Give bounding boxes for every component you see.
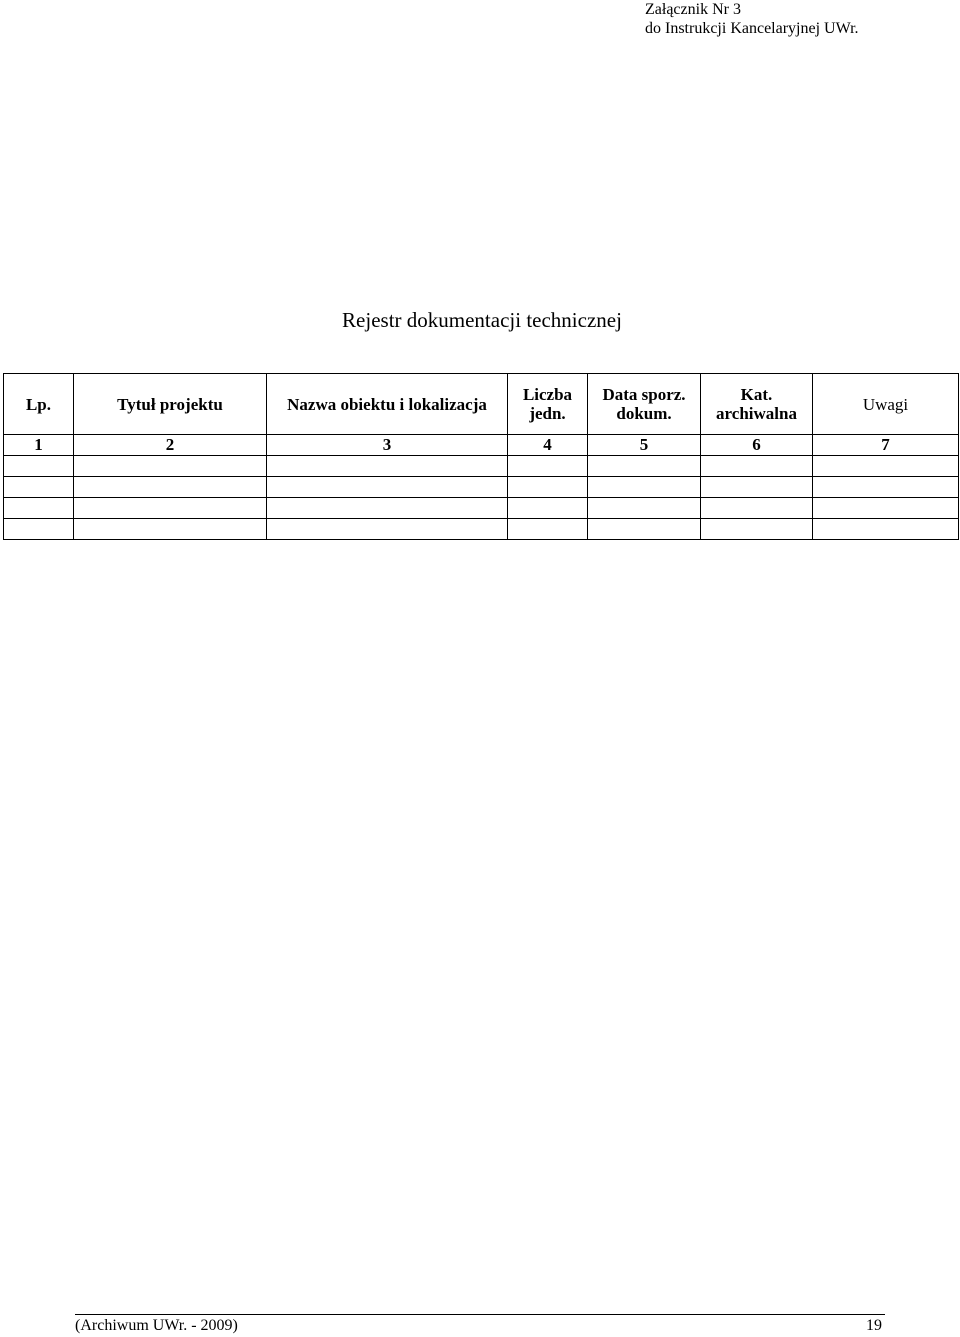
- attachment-note: [645, 0, 859, 38]
- table-cell: [701, 456, 813, 477]
- column-header-remarks: Uwagi: [813, 374, 959, 435]
- table-cell: [508, 519, 588, 540]
- document-title-text: Rejestr dokumentacji technicznej: [342, 308, 622, 332]
- table-cell: [508, 456, 588, 477]
- table-row: [4, 477, 959, 498]
- register-table: [3, 373, 959, 540]
- table-cell: [267, 477, 508, 498]
- document-title: [0, 306, 960, 334]
- table-cell: [4, 498, 74, 519]
- table-cell: [4, 477, 74, 498]
- table-cell: [588, 456, 701, 477]
- table-cell: [508, 498, 588, 519]
- column-number: 5: [588, 435, 701, 456]
- column-header-title: Tytuł projektu: [74, 374, 267, 435]
- table-cell: [74, 456, 267, 477]
- table-cell: [4, 456, 74, 477]
- table-cell: [267, 456, 508, 477]
- column-number: 4: [508, 435, 588, 456]
- table-row: [4, 456, 959, 477]
- table-cell: [813, 498, 959, 519]
- table-cell: [267, 498, 508, 519]
- table-cell: [813, 519, 959, 540]
- table-header-row: [4, 374, 959, 435]
- table-cell: [588, 519, 701, 540]
- table-cell: [813, 456, 959, 477]
- table-row: [4, 519, 959, 540]
- page-number: 19: [866, 1317, 882, 1334]
- column-number: 2: [74, 435, 267, 456]
- table-cell: [701, 519, 813, 540]
- column-header-units: Liczba jedn.: [508, 374, 588, 435]
- column-header-date: Data sporz. dokum.: [588, 374, 701, 435]
- table-cell: [701, 498, 813, 519]
- column-number-row: [4, 435, 959, 456]
- table-cell: [588, 498, 701, 519]
- column-number: 3: [267, 435, 508, 456]
- table-cell: [267, 519, 508, 540]
- attachment-line-2: do Instrukcji Kancelaryjnej UWr.: [645, 20, 859, 37]
- table-cell: [4, 519, 74, 540]
- table-cell: [74, 498, 267, 519]
- table-cell: [701, 477, 813, 498]
- table-cell: [588, 477, 701, 498]
- column-number: 1: [4, 435, 74, 456]
- column-header-object: Nazwa obiektu i lokalizacja: [267, 374, 508, 435]
- table-cell: [74, 477, 267, 498]
- column-header-category: Kat. archiwalna: [701, 374, 813, 435]
- table-cell: [813, 477, 959, 498]
- table-cell: [508, 477, 588, 498]
- table-row: [4, 498, 959, 519]
- footer-source: (Archiwum UWr. - 2009): [75, 1317, 238, 1334]
- column-header-lp: Lp.: [4, 374, 74, 435]
- footer-rule: [75, 1314, 885, 1315]
- table-cell: [74, 519, 267, 540]
- column-number: 7: [813, 435, 959, 456]
- column-number: 6: [701, 435, 813, 456]
- attachment-line-1: Załącznik Nr 3: [645, 1, 741, 18]
